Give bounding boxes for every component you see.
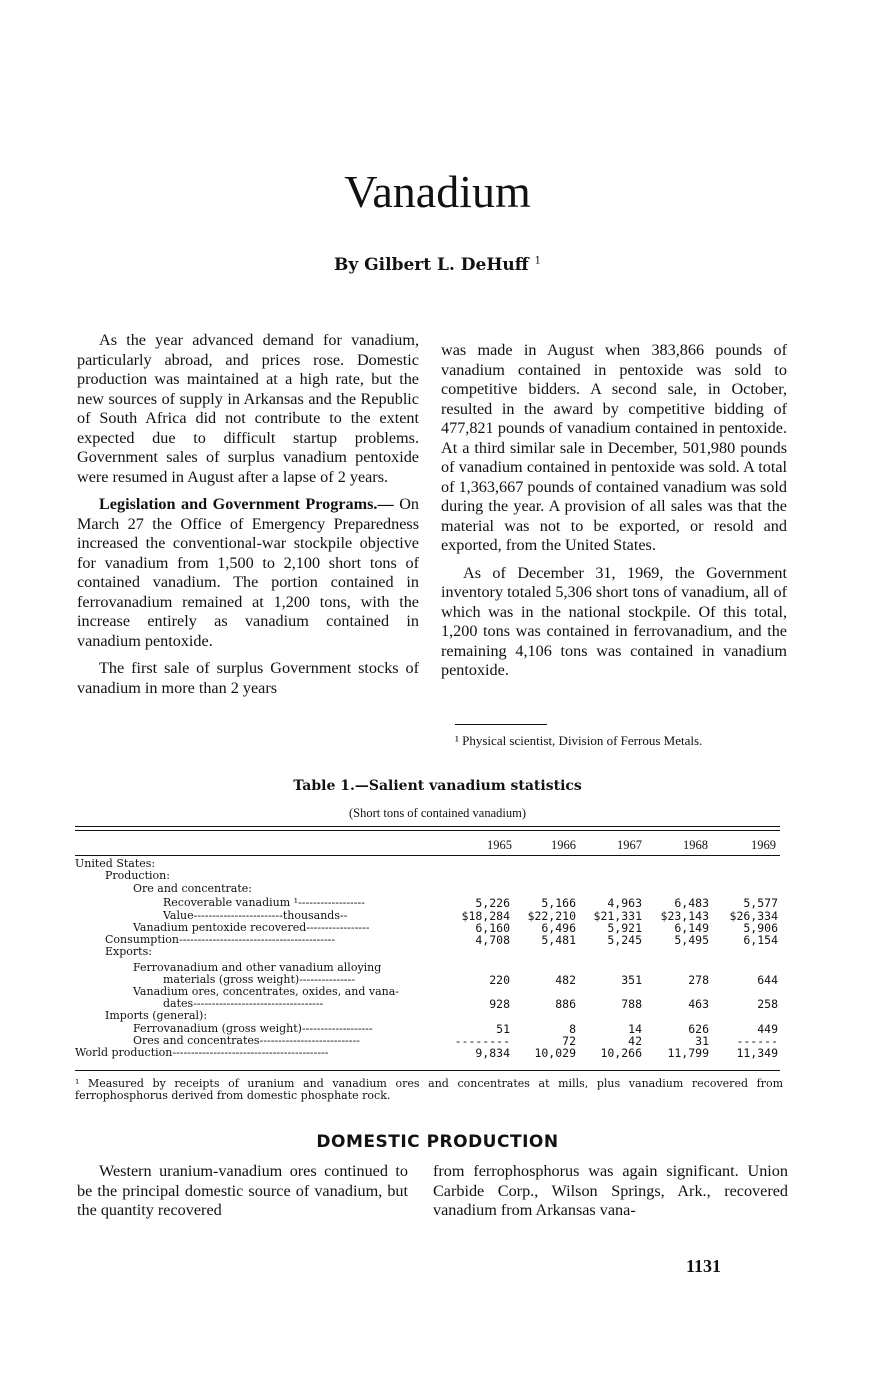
table-caption: Table 1.—Salient vanadium statistics — [293, 778, 582, 794]
row-label-text: Vanadium ores, concentrates, oxides, and vana- — [133, 985, 400, 998]
table-row-label — [105, 946, 152, 958]
author-footnote-mark: 1 — [534, 255, 542, 267]
table-cell-1965: 9,834 — [475, 1046, 510, 1060]
table-cell-1965: 220 — [489, 973, 510, 987]
table-cell-1968: 6,483 — [674, 896, 709, 910]
table-row-label — [133, 922, 455, 934]
table-cell-1968: 626 — [688, 1022, 709, 1036]
table-header-rule — [75, 855, 780, 856]
table-cell-1967: 788 — [621, 997, 642, 1011]
table-cell-1969: 6,154 — [743, 933, 778, 947]
table-cell-1967: 42 — [628, 1034, 642, 1048]
row-label-text: Consumption — [105, 934, 179, 946]
table-cell-1965: 51 — [496, 1022, 510, 1036]
row-label-text: materials (gross weight) — [163, 974, 300, 986]
inventory-paragraph: As of December 31, 1969, the Government inventory totaled 5,306 short tons of vanadium, all of which was in the national stockpile. Of this total, 1,200 tons was contained in ferrovanadium, and the remaining 4,106 tons was contained in vanadium pentoxide. — [441, 563, 787, 679]
table-row-label — [133, 883, 252, 895]
table-top-rule — [75, 826, 780, 827]
table-cell-1968: 31 — [695, 1034, 709, 1048]
row-label-text: Production: — [105, 869, 170, 882]
table-cell-1969: 11,349 — [736, 1046, 778, 1060]
leader-dots: ------------------- — [301, 1023, 373, 1035]
table-cell-1967: 10,266 — [600, 1046, 642, 1060]
table-cell-1966: $22,210 — [527, 909, 576, 923]
table-cell-1969: 449 — [757, 1022, 778, 1036]
leader-dots: ------------------------thousands-- — [193, 910, 348, 922]
legislation-heading: Legislation and Government Programs.— — [99, 495, 394, 513]
table-cell-1965: $18,284 — [461, 909, 510, 923]
table-row-label — [105, 934, 455, 946]
row-label-text: World production — [75, 1047, 173, 1059]
bottom-left-column — [77, 1162, 408, 1229]
table-cell-1968: 11,799 — [667, 1046, 709, 1060]
table-cell-1968: 5,495 — [674, 933, 709, 947]
table-cell-1966: 6,496 — [541, 921, 576, 935]
table-cell-1969: $26,334 — [729, 909, 778, 923]
table-cell-1966: 5,481 — [541, 933, 576, 947]
row-label-text: Imports (general): — [105, 1009, 208, 1022]
row-label-text: United States: — [75, 857, 156, 870]
left-text-column — [77, 331, 419, 706]
table-cell-1966: 886 — [555, 997, 576, 1011]
row-label-text: Value — [163, 910, 194, 922]
row-label-text: Ores and concentrates — [133, 1035, 260, 1047]
row-label-text: Recoverable vanadium ¹ — [163, 897, 299, 909]
table-cell-1967: $21,331 — [593, 909, 642, 923]
row-label-text: Ferrovanadium (gross weight) — [133, 1023, 302, 1035]
leader-dots: ------------------ — [298, 897, 365, 909]
year-header: 1968 — [683, 838, 708, 852]
right-text-column — [441, 341, 787, 689]
leader-dots: ----------------- — [306, 922, 370, 934]
table-top-rule-2 — [75, 830, 780, 831]
sale-paragraph-continued: was made in August when 383,866 pounds of vanadium contained in pentoxide was sold to competitive bidders. A second sale, in October, resulted in the award by competitive bidding of 477,821 pounds of vanadium contained in pentoxide. At a third similar sale in December, 501,980 pounds of vanadium contained in pentoxide was sold. A total of 1,363,667 pounds of contained vanadium was sold during the year. A provision of all sales was that the material was not to be exported, or resold and exported, from the United States. — [441, 341, 787, 554]
table-cell-1966: 482 — [555, 973, 576, 987]
year-header: 1967 — [617, 838, 642, 852]
table-cell-1967: 5,921 — [607, 921, 642, 935]
table-cell-1965: -------- — [454, 1034, 510, 1048]
leader-dots: ------------------------------------------ — [172, 1047, 329, 1059]
row-label-text: Ferrovanadium and other vanadium alloying — [133, 961, 382, 974]
table-cell-1965: 6,160 — [475, 921, 510, 935]
page-number: 1131 — [686, 1256, 722, 1276]
intro-paragraph: As the year advanced demand for vanadium, particularly abroad, and prices rose. Domestic production was maintained at a high rate, but the new sources of supply in Arkansas and the Republic of South Africa did not contribute to the extent expected due to difficult startup problems. Government sales of surplus vanadium pentoxide were resumed in August after a lapse of 2 years. — [77, 331, 419, 486]
table-cell-1965: 4,708 — [475, 933, 510, 947]
author-footnote: ¹ Physical scientist, Division of Ferrous Metals. — [455, 733, 703, 748]
table-footnote: ¹ Measured by receipts of uranium and vanadium ores and concentrates at mills, plus vanadium recovered from ferrophosphorus derived from domestic phosphate rock. — [75, 1077, 783, 1102]
table-bottom-rule — [75, 1070, 780, 1071]
table-cell-1969: ------ — [736, 1034, 778, 1048]
year-header: 1965 — [487, 838, 512, 852]
row-label-text: Vanadium pentoxide recovered — [133, 922, 307, 934]
table-row-label — [105, 870, 170, 882]
table-subcaption: (Short tons of contained vanadium) — [348, 806, 527, 820]
table-cell-1967: 351 — [621, 973, 642, 987]
table-cell-1968: 463 — [688, 997, 709, 1011]
table-cell-1966: 72 — [562, 1034, 576, 1048]
table-cell-1967: 14 — [628, 1022, 642, 1036]
production-paragraph: Western uranium-vanadium ores continued to be the principal domestic source of vanadium, but the quantity recovered — [77, 1162, 408, 1219]
row-label-text: dates — [163, 998, 194, 1010]
year-header: 1969 — [751, 838, 776, 852]
table-row-label — [133, 1035, 455, 1047]
footnote-rule — [455, 724, 547, 725]
legislation-text: On March 27 the Office of Emergency Preparedness increased the conventional-war stockpile objective for vanadium from 1,500 to 2,100 short tons of contained vanadium. The portion contained in ferrovanadium remained at 1,200 tons, with the increase entirely as vanadium contained in vanadium pentoxide. — [77, 495, 419, 650]
leader-dots: ----------------------------------- — [193, 998, 324, 1010]
table-cell-1965: 5,226 — [475, 896, 510, 910]
table-row-label — [105, 1010, 207, 1022]
table-cell-1969: 258 — [757, 997, 778, 1011]
sale-paragraph-start: The first sale of surplus Government stocks of vanadium in more than 2 years — [77, 659, 419, 697]
legislation-paragraph — [77, 495, 419, 651]
table-cell-1965: 928 — [489, 997, 510, 1011]
table-cell-1969: 644 — [757, 973, 778, 987]
row-label-text: Ore and concentrate: — [133, 882, 252, 895]
leader-dots: --------------- — [299, 974, 355, 986]
table-row-label — [133, 962, 381, 974]
table-cell-1968: $23,143 — [660, 909, 709, 923]
table-row-label — [163, 910, 455, 922]
author-byline — [0, 255, 875, 275]
table-row-label — [163, 897, 455, 909]
row-label-text: Exports: — [105, 945, 152, 958]
table-row-label — [133, 986, 399, 998]
table-cell-1968: 6,149 — [674, 921, 709, 935]
table-cell-1966: 8 — [569, 1022, 576, 1036]
table-cell-1969: 5,577 — [743, 896, 778, 910]
bottom-right-column — [433, 1162, 788, 1229]
author-name: By Gilbert L. DeHuff — [333, 255, 529, 275]
table-cell-1966: 5,166 — [541, 896, 576, 910]
table-cell-1967: 5,245 — [607, 933, 642, 947]
section-heading: DOMESTIC PRODUCTION — [316, 1132, 559, 1152]
year-header: 1966 — [551, 838, 576, 852]
leader-dots: ------------------------------------------ — [178, 934, 336, 946]
table-cell-1966: 10,029 — [534, 1046, 576, 1060]
table-row-label — [133, 1023, 455, 1035]
table-row-label — [75, 1047, 455, 1059]
table-cell-1967: 4,963 — [607, 896, 642, 910]
leader-dots: --------------------------- — [259, 1035, 360, 1047]
page-title: Vanadium — [344, 166, 531, 217]
table-cell-1968: 278 — [688, 973, 709, 987]
table-cell-1969: 5,906 — [743, 921, 778, 935]
production-paragraph-continued: from ferrophosphorus was again significant. Union Carbide Corp., Wilson Springs, Ark., recovered vanadium from Arkansas vana- — [433, 1162, 788, 1219]
